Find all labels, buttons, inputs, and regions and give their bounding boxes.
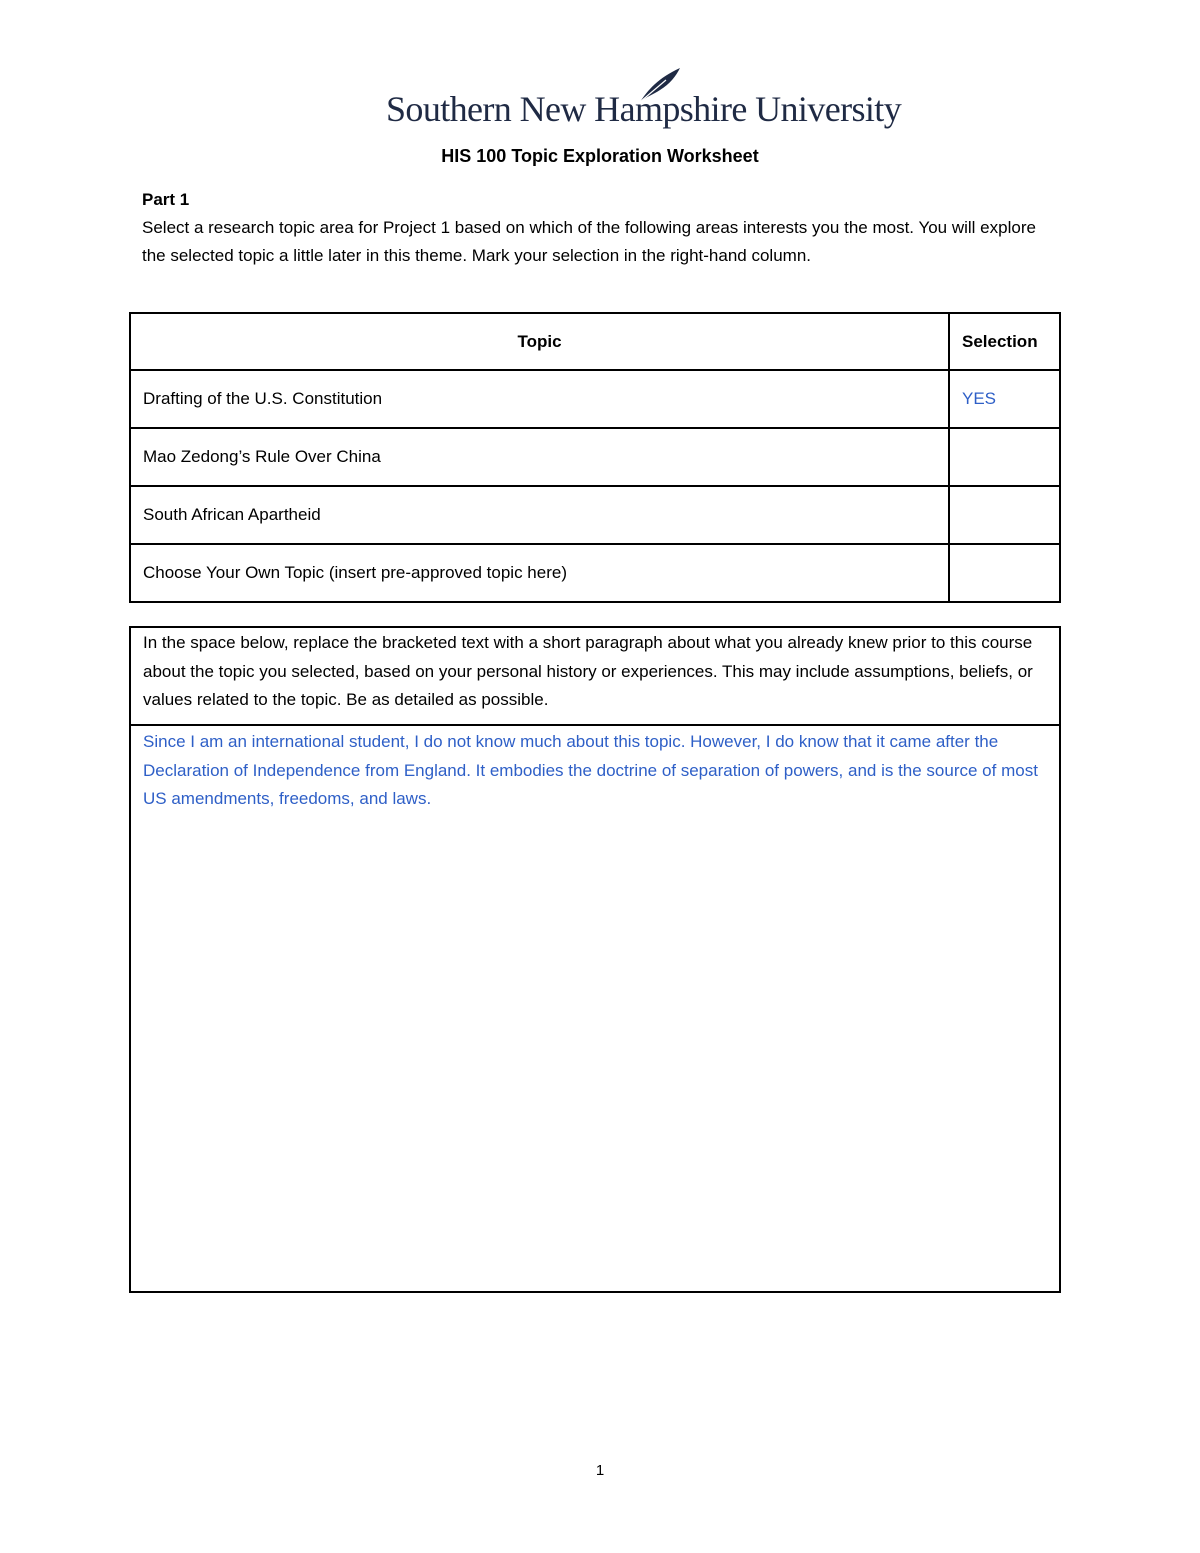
table-row	[130, 370, 1060, 428]
selection-cell[interactable]	[949, 544, 1060, 602]
table-row	[130, 428, 1060, 486]
topic-cell: Choose Your Own Topic (insert pre-approved topic here)	[130, 544, 949, 602]
part-label: Part 1	[142, 190, 190, 209]
topic-cell: Drafting of the U.S. Constitution	[130, 370, 949, 428]
topic-selection-table	[129, 312, 1061, 603]
table-row	[130, 486, 1060, 544]
instructions-text: Select a research topic area for Project 1 based on which of the following areas interests you the most. You will explore the selected topic a little later in this theme. Mark your selection in the right-hand column.	[142, 218, 1036, 265]
table-header-row	[130, 313, 1060, 370]
topic-cell: South African Apartheid	[130, 486, 949, 544]
university-logo	[386, 66, 902, 138]
selection-cell[interactable]: YES	[949, 370, 1060, 428]
selection-cell[interactable]	[949, 428, 1060, 486]
topic-column-header: Topic	[130, 313, 949, 370]
page-number: 1	[595, 1462, 605, 1479]
document-title: HIS 100 Topic Exploration Worksheet	[441, 146, 759, 166]
topic-cell: Mao Zedong’s Rule Over China	[130, 428, 949, 486]
table-row	[130, 544, 1060, 602]
reflection-prompt: In the space below, replace the bracketed text with a short paragraph about what you already knew prior to this course about the topic you selected, based on your personal history or experiences. This may include assumptions, beliefs, or values related to the topic. Be as detailed as possible.	[131, 628, 1059, 726]
reflection-answer-field[interactable]: Since I am an international student, I do not know much about this topic. However, I do know that it came after the Declaration of Independence from England. It embodies the doctrine of separation of powers, and is the source of most US amendments, freedoms, and laws.	[143, 732, 1038, 808]
reflection-box	[129, 626, 1061, 1293]
selection-column-header: Selection	[949, 313, 1060, 370]
selection-cell[interactable]	[949, 486, 1060, 544]
logo-wordmark: Southern New Hampshire University	[386, 89, 902, 129]
